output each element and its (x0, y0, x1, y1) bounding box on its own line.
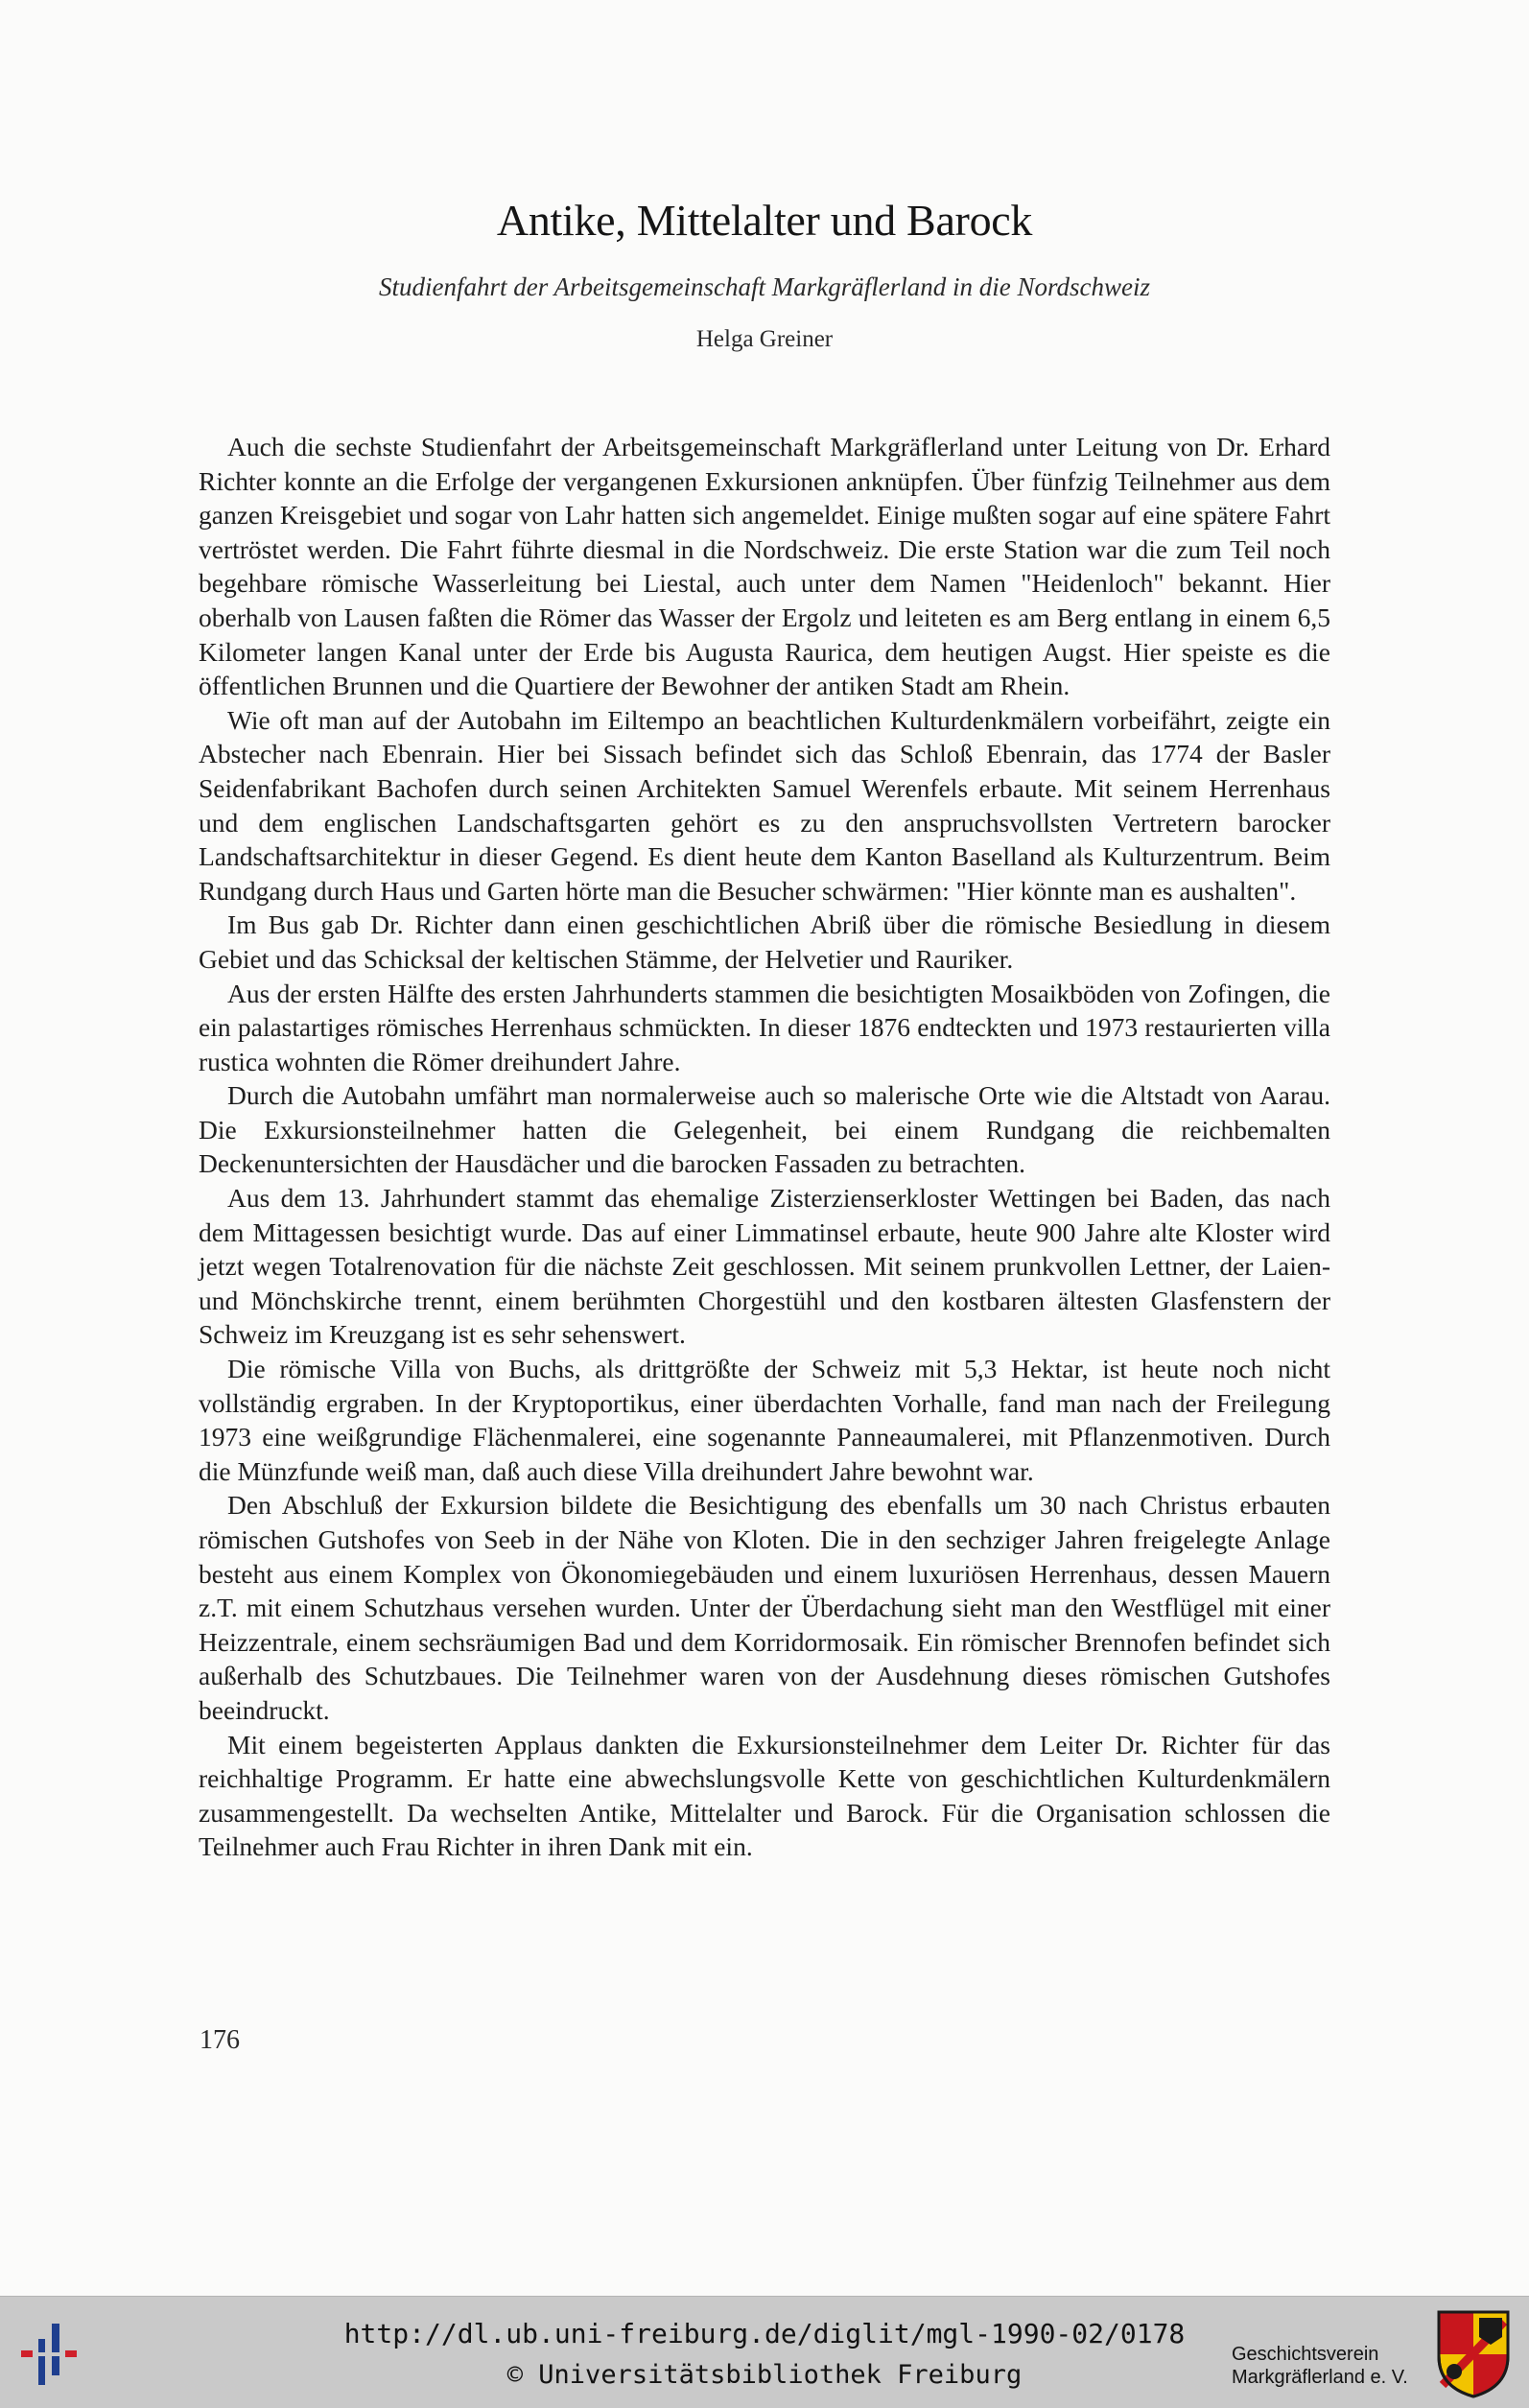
society-line: Geschichtsverein (1232, 2344, 1379, 2365)
article-body (199, 430, 1330, 1864)
copyright-text: © Universitätsbibliothek Freiburg (506, 2360, 1023, 2390)
body-paragraph: Aus der ersten Hälfte des ersten Jahrhunderts stammen die besichtigten Mosaikböden von Zofingen, die ein palastartiges römisches Herrenhaus schmückten. In dieser 1876 endteckten und 1973 restaurierten villa rustica wohnten die Römer dreihundert Jahre. (199, 978, 1330, 1076)
coat-of-arms-icon[interactable] (1435, 2308, 1512, 2398)
body-paragraph: Wie oft man auf der Autobahn im Eiltempo an beachtlichen Kulturdenkmälern vorbeifährt, zeigte ein Abstecher nach Ebenrain. Hier bei Sissach befindet sich das Schloß Ebenrain, das 1774 der Basler Seidenfabrikant Bachofen durch seinen Architekten Samuel Werenfels erbaute. Mit seinem Herrenhaus und dem englischen Landschaftsgarten gehört es zu den anspruchsvollsten Vertretern barocker Landschaftsarchitektur in dieser Gegend. Es dient heute dem Kanton Baselland als Kulturzentrum. Beim Rundgang durch Haus und Garten hörte man die Besucher schwärmen: "Hier könnte man es aushalten". (199, 704, 1330, 906)
body-paragraph: Aus dem 13. Jahrhundert stammt das ehemalige Zisterzienserkloster Wettingen bei Baden, das nach dem Mittagessen besichtigt wurde. Das auf einer Limmatinsel erbaute, heute 900 Jahre alte Kloster wird jetzt wegen Totalrenovation für die nächste Zeit geschlossen. Mit seinem prunkvollen Lettner, der Laien- und Mönchskirche trennt, einem berühmten Chorgestühl und den kostbaren ältesten Glasfenstern der Schweiz im Kreuzgang ist es sehr sehenswert. (199, 1183, 1330, 1350)
body-paragraph: Mit einem begeisterten Applaus dankten die Exkursionsteilnehmer dem Leiter Dr. Richter für das reichhaltige Programm. Er hatte eine abwechslungsvolle Kette von geschichtlichen Kulturdenkmälern zusammengestellt. Da wechselten Antike, Mittelalter und Barock. Für die Organisation schlossen die Teilnehmer auch Frau Richter in ihren Dank mit ein. (199, 1729, 1330, 1862)
article-title: Antike, Mittelalter und Barock (496, 196, 1033, 245)
body-paragraph: Durch die Autobahn umfährt man normalerweise auch so malerische Orte wie die Altstadt von Aarau. Die Exkursionsteilnehmer hatten die Gelegenheit, bei einem Rundgang die reichbemalten Deckenuntersichten der Hausdächer und die barocken Fassaden zu betrachten. (199, 1080, 1330, 1179)
article-subtitle: Studienfahrt der Arbeitsgemeinschaft Markgräflerland in die Nordschweiz (379, 272, 1150, 301)
article-author: Helga Greiner (695, 326, 834, 352)
document-url-link[interactable]: http://dl.ub.uni-freiburg.de/diglit/mgl-1990-02/0178 (343, 2318, 1186, 2349)
society-name (1232, 2343, 1408, 2389)
society-line: Markgräflerland e. V. (1232, 2367, 1408, 2388)
body-paragraph: Im Bus gab Dr. Richter dann einen geschichtlichen Abriß über die römische Besiedlung in diesem Gebiet und das Schicksal der keltischen Stämme, der Helvetier und Rauriker. (199, 909, 1330, 974)
footer-bar (0, 2296, 1529, 2408)
body-paragraph: Die römische Villa von Buchs, als drittgrößte der Schweiz mit 5,3 Hektar, ist heute noch nicht vollständig ergraben. In der Kryptoportikus, einer überdachten Vorhalle, fand man nach der Freilegung 1973 eine weißgrundige Flächenmalerei, eine sogenannte Panneaumalerei, mit Pflanzenmotiven. Durch die Münzfunde weiß man, daß auch diese Villa dreihundert Jahre bewohnt war. (199, 1354, 1330, 1486)
body-paragraph: Den Abschluß der Exkursion bildete die Besichtigung des ebenfalls um 30 nach Christus erbauten römischen Gutshofes von Seeb in der Nähe von Kloten. Die in den sechziger Jahren freigelegte Anlage besteht aus einem Komplex von Ökonomiegebäuden und einem luxuriösen Herrenhaus, dessen Mauern z.T. mit einem Schutzhaus versehen wurden. Unter der Überdachung sieht man den Westflügel mit einer Heizzentrale, einem sechsräumigen Bad und dem Korridormosaik. Ein römischer Brennofen befindet sich außerhalb des Schutzbaues. Die Teilnehmer waren von der Ausdehnung dieses römischen Gutshofes beeindruckt. (199, 1490, 1330, 1725)
body-paragraph: Auch die sechste Studienfahrt der Arbeitsgemeinschaft Markgräflerland unter Leitung von Dr. Erhard Richter konnte an die Erfolge der vergangenen Exkursionen anknüpfen. Über fünfzig Teilnehmer aus dem ganzen Kreisgebiet und sogar von Lahr hatten sich angemeldet. Einige mußten sogar auf eine spätere Fahrt vertröstet werden. Die Fahrt führte diesmal in die Nordschweiz. Die erste Station war die zum Teil noch begehbare römische Wasserleitung bei Liestal, auch unter dem Namen "Heidenloch" bekannt. Hier oberhalb von Lausen faßten die Römer das Wasser der Ergolz und leiteten es am Berg entlang in einem 6,5 Kilometer langen Kanal unter der Erde bis Augusta Raurica, dem heutigen Augst. Hier speiste es die öffentlichen Brunnen und die Quartiere der Bewohner der antiken Stadt am Rhein. (199, 432, 1330, 701)
page-number: 176 (200, 2025, 240, 2055)
